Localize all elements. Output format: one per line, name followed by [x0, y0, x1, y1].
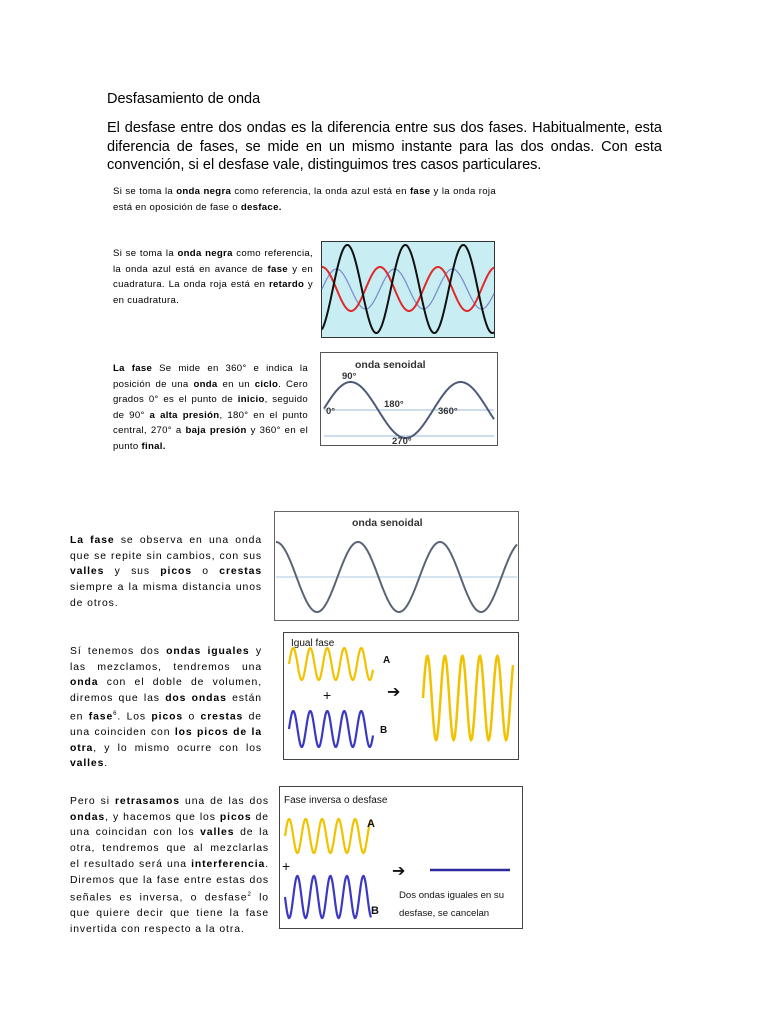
paragraph-inverse-phase: Pero si retrasamos una de las dos ondas, y hacemos que los picos de una coincidan con los valles de la otra, tendremos que al mezclarlas el resultado será una interferencia. Diremos que la fase entre estas dos señales es inversa, o desfase$^2$ lo que quiere decir que tiene la fase invertida con respecto a la otra. — [70, 796, 269, 936]
same-phase-figure — [283, 632, 519, 760]
figure-title: Fase inversa o desfase — [284, 795, 388, 806]
figure-title: onda senoidal — [355, 359, 426, 371]
arrow-icon: ➔ — [387, 684, 401, 701]
caption-line-1: Dos ondas iguales en su — [399, 890, 505, 901]
label-b: B — [371, 905, 379, 917]
paragraph-same-phase: Sí tenemos dos ondas iguales y las mezclamos, tendremos una onda con el doble de volumen, diremos que las dos ondas están en fase$^6$. Los picos o crestas de una coinciden con los picos de la otra, y lo mismo ocurre con los valles. — [70, 646, 262, 770]
paragraph-phase-degrees: La fase Se mide en 360° e indica la posición de una onda en un ciclo. Cero grados 0° es el punto de inicio, seguido de 90° a alta presión, 180° en el punto central, 270° a baja presión y 360° en el punto final. — [113, 363, 309, 452]
figure-title: onda senoidal — [352, 517, 423, 529]
inverse-phase-figure — [279, 786, 523, 929]
sine-degrees-figure — [320, 352, 498, 446]
label-a: A — [383, 655, 391, 666]
label-270: 270° — [392, 436, 412, 446]
plus-sign: + — [323, 687, 332, 703]
intro-paragraph: El desfase entre dos ondas es la diferencia entre sus dos fases. Habitualmente, esta diferencia de fases, se mide en un mismo instante para las dos ondas. Con esta convención, si el desfase vale, distinguimos tres casos particulares. — [107, 120, 662, 173]
label-a: A — [367, 818, 375, 830]
label-90: 90° — [342, 371, 357, 382]
plus-sign: + — [282, 858, 291, 874]
label-180: 180° — [384, 399, 404, 410]
paragraph-phase-observed: La fase se observa en una onda que se repite sin cambios, con sus valles y sus picos o crestas siempre a la misma distancia unos de otros. — [70, 535, 262, 609]
label-360: 360° — [438, 406, 458, 417]
label-b: B — [380, 725, 388, 736]
arrow-icon: ➔ — [392, 863, 406, 880]
figure-background — [322, 242, 495, 338]
big-sine-figure — [274, 511, 519, 621]
label-0: 0° — [326, 406, 336, 417]
phase-waves-figure — [321, 241, 495, 338]
page-title: Desfasamiento de onda — [107, 91, 261, 107]
caption-line-2: desfase, se cancelan — [399, 908, 490, 919]
figure-title: Igual fase — [291, 638, 335, 649]
paragraph-reference-wave: Si se toma la onda negra como referencia, la onda azul está en fase y la onda roja está en oposición de fase o desface. — [113, 186, 496, 213]
paragraph-quadrature: Si se toma la onda negra como referencia, la onda azul está en avance de fase y en cuadratura. La onda roja está en retardo y en cuadratura. — [113, 248, 314, 306]
